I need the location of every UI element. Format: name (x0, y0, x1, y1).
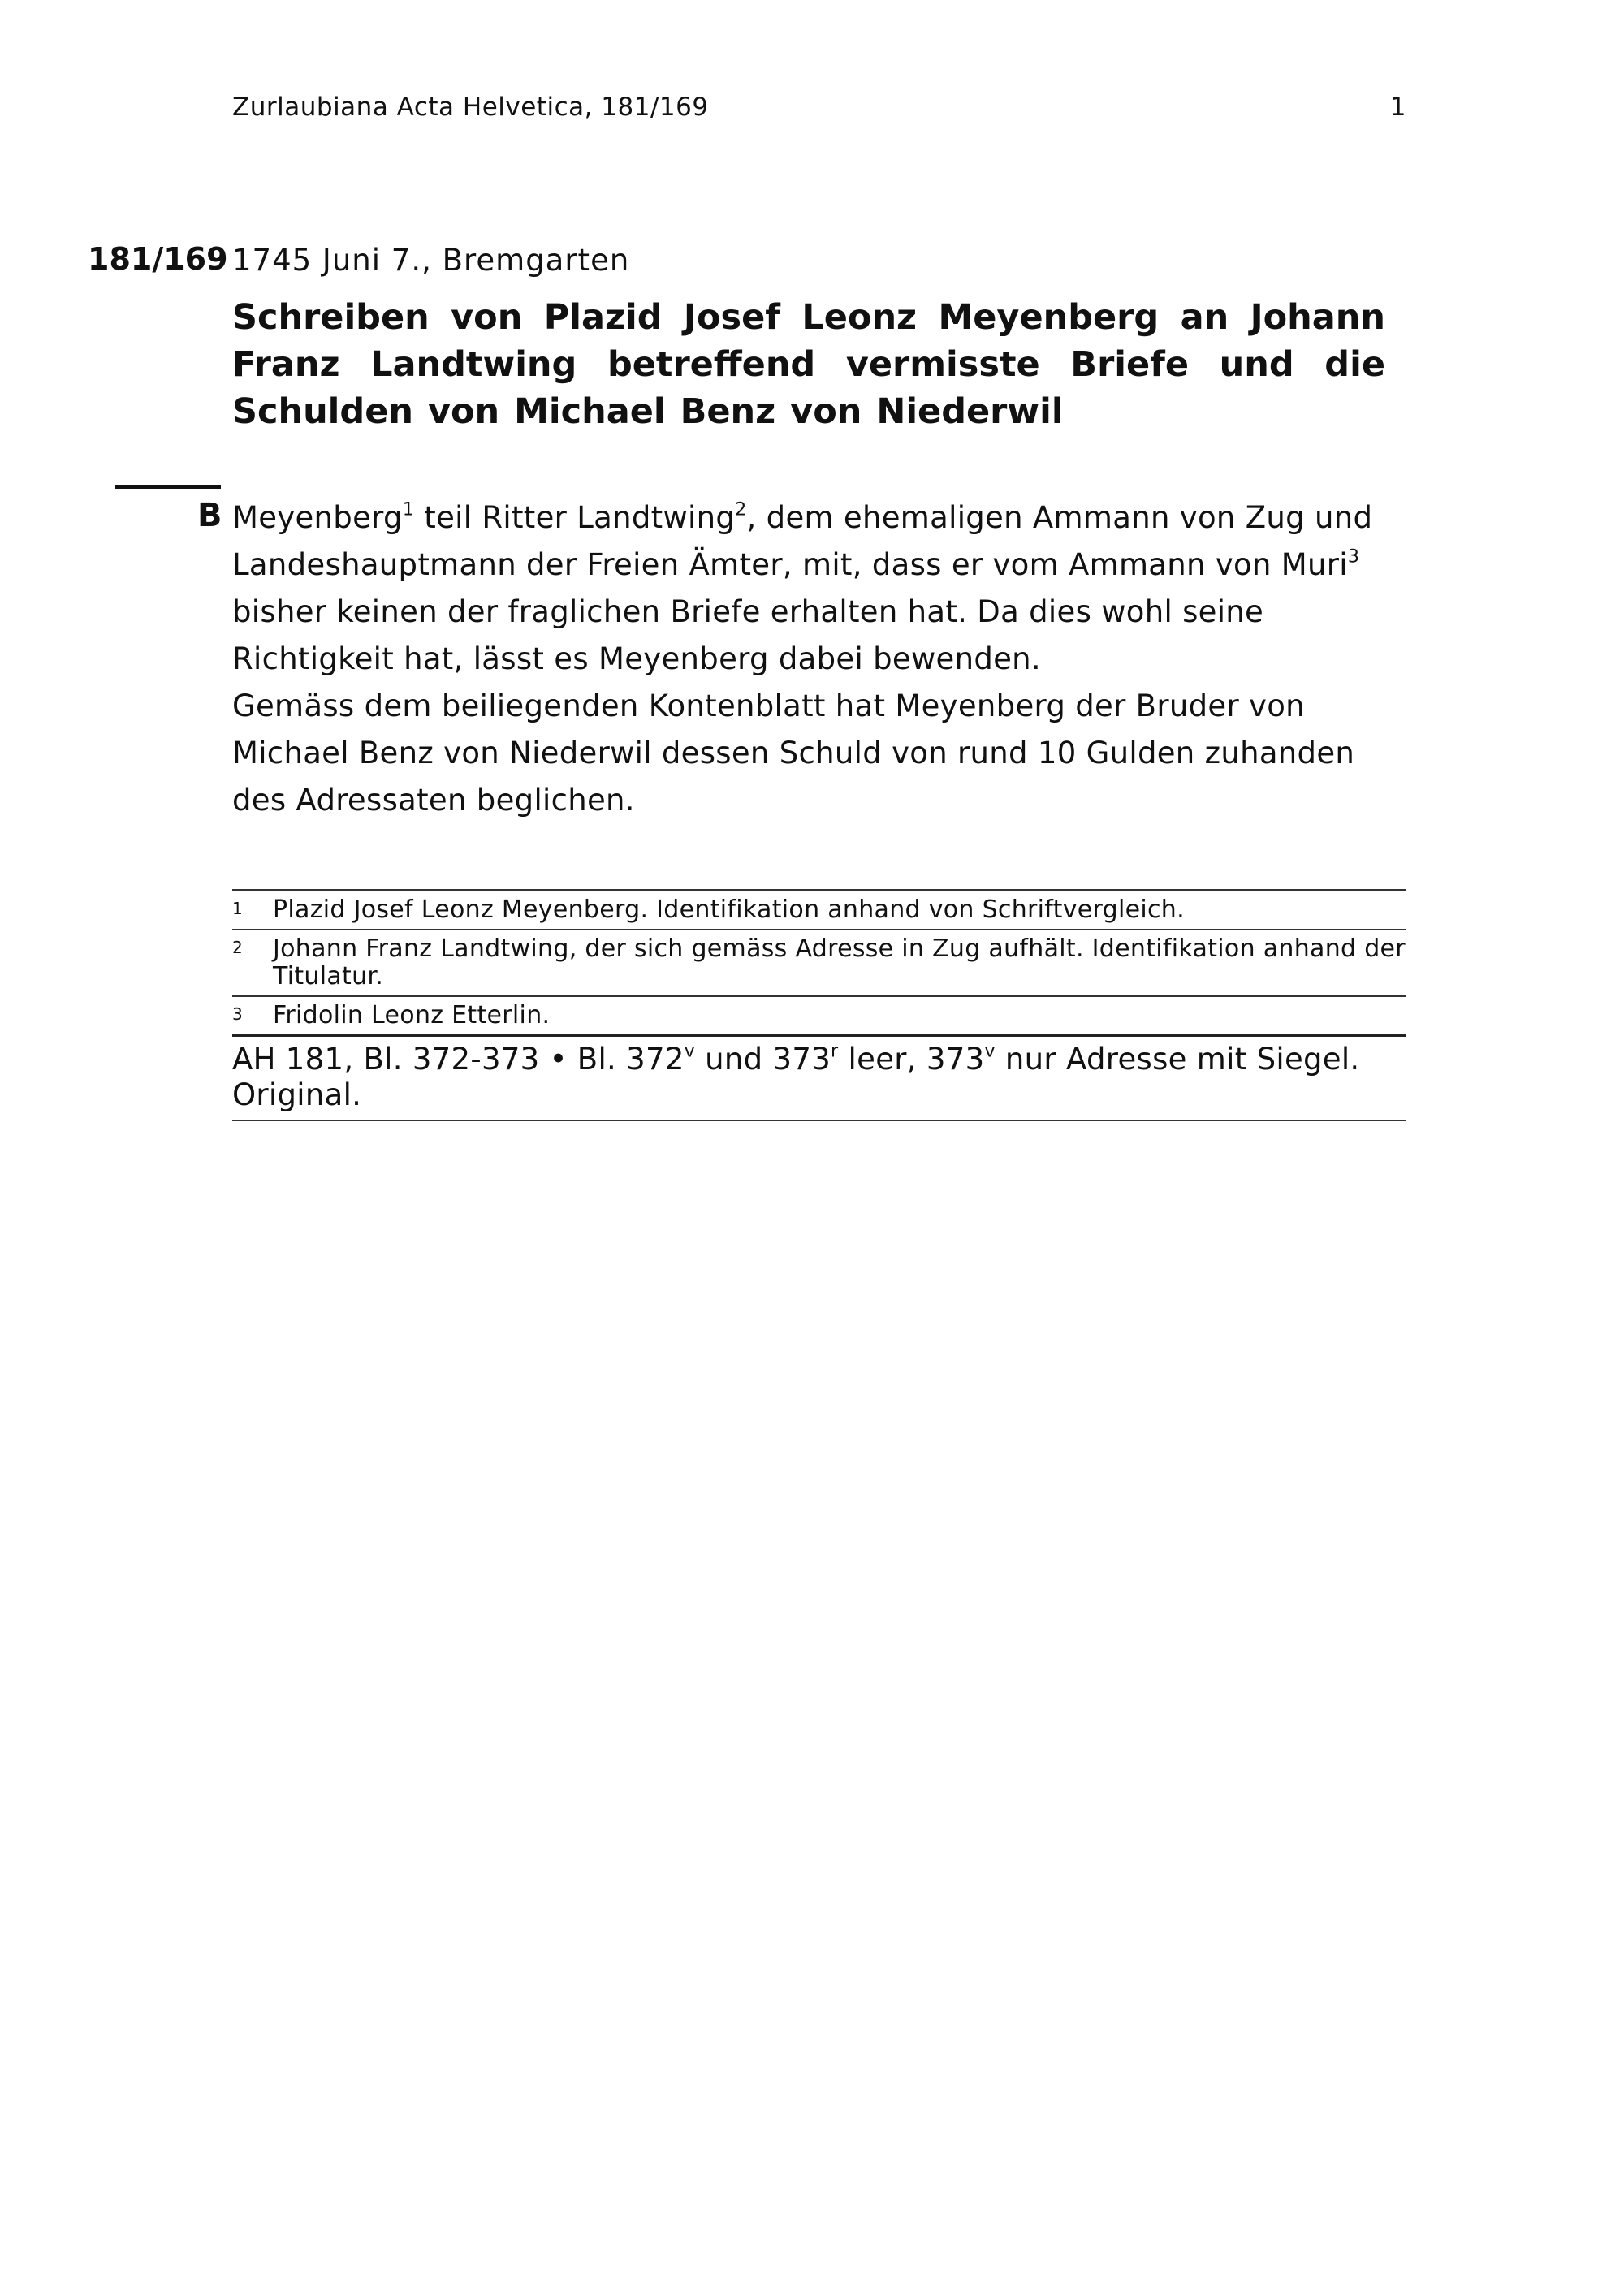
entry-date-place: 1745 Juni 7., Bremgarten (232, 243, 630, 278)
running-header (232, 93, 1406, 125)
folio-side: v (984, 1040, 996, 1062)
source-text: AH 181, Bl. 372-373 • Bl. 372 (232, 1042, 685, 1077)
entry-id: 181/169 (88, 241, 228, 277)
summary-text: teil Ritter Landtwing (414, 500, 736, 535)
summary-text: , dem ehemaligen Ammann von Zug und Landeshauptmann der Freien Ämter, mit, dass er vom Ammann von Muri (232, 500, 1373, 582)
footnote-number: 3 (232, 1004, 244, 1024)
source-text: und 373 (695, 1042, 831, 1077)
source-line-2: Original. (232, 1077, 362, 1112)
summary-text: Meyenberg (232, 500, 403, 535)
margin-rule (115, 485, 221, 489)
entry-title: Schreiben von Plazid Josef Leonz Meyenberg an Johann Franz Landtwing betreffend vermisste Briefe und die Schulden von Michael Benz von Niederwil (232, 297, 1385, 432)
footnote-number: 2 (232, 938, 244, 957)
footnote-text: Plazid Josef Leonz Meyenberg. Identifikation anhand von Schriftvergleich. (273, 896, 1185, 924)
footnote-ref-1[interactable]: 1 (402, 498, 415, 520)
summary (232, 494, 1410, 824)
source-text: nur Adresse mit Siegel. (995, 1042, 1360, 1077)
footnote-text: Fridolin Leonz Etterlin. (273, 1001, 551, 1029)
source-line-1 (232, 1042, 1406, 1077)
footnote (232, 929, 1406, 995)
summary-paragraph-2: Gemäss dem beiliegenden Kontenblatt hat Meyenberg der Bruder von Michael Benz von Niederwil dessen Schuld von rund 10 Gulden zuhanden des Adressaten beglichen. (232, 688, 1355, 818)
footnote (232, 995, 1406, 1034)
footnote-text: Johann Franz Landtwing, der sich gemäss Adresse in Zug aufhält. Identifikation anhand der Titulatur. (273, 934, 1406, 990)
footnote-ref-2[interactable]: 2 (735, 498, 747, 520)
folio-side: r (831, 1040, 839, 1062)
page-number: 1 (1389, 93, 1406, 122)
source-text: leer, 373 (838, 1042, 985, 1077)
summary-marker: B (197, 497, 222, 534)
folio-side: v (684, 1040, 696, 1062)
footnotes (232, 889, 1406, 1121)
footnote-number: 1 (232, 899, 244, 918)
summary-text: bisher keinen der fraglichen Briefe erhalten hat. Da dies wohl seine Richtigkeit hat, lässt es Meyenberg dabei bewenden. (232, 594, 1264, 676)
footnote-ref-3[interactable]: 3 (1347, 546, 1360, 568)
footnote (232, 889, 1406, 929)
running-title: Zurlaubiana Acta Helvetica, 181/169 (232, 93, 709, 122)
source-note (232, 1034, 1406, 1121)
summary-paragraph-1 (232, 494, 1410, 683)
